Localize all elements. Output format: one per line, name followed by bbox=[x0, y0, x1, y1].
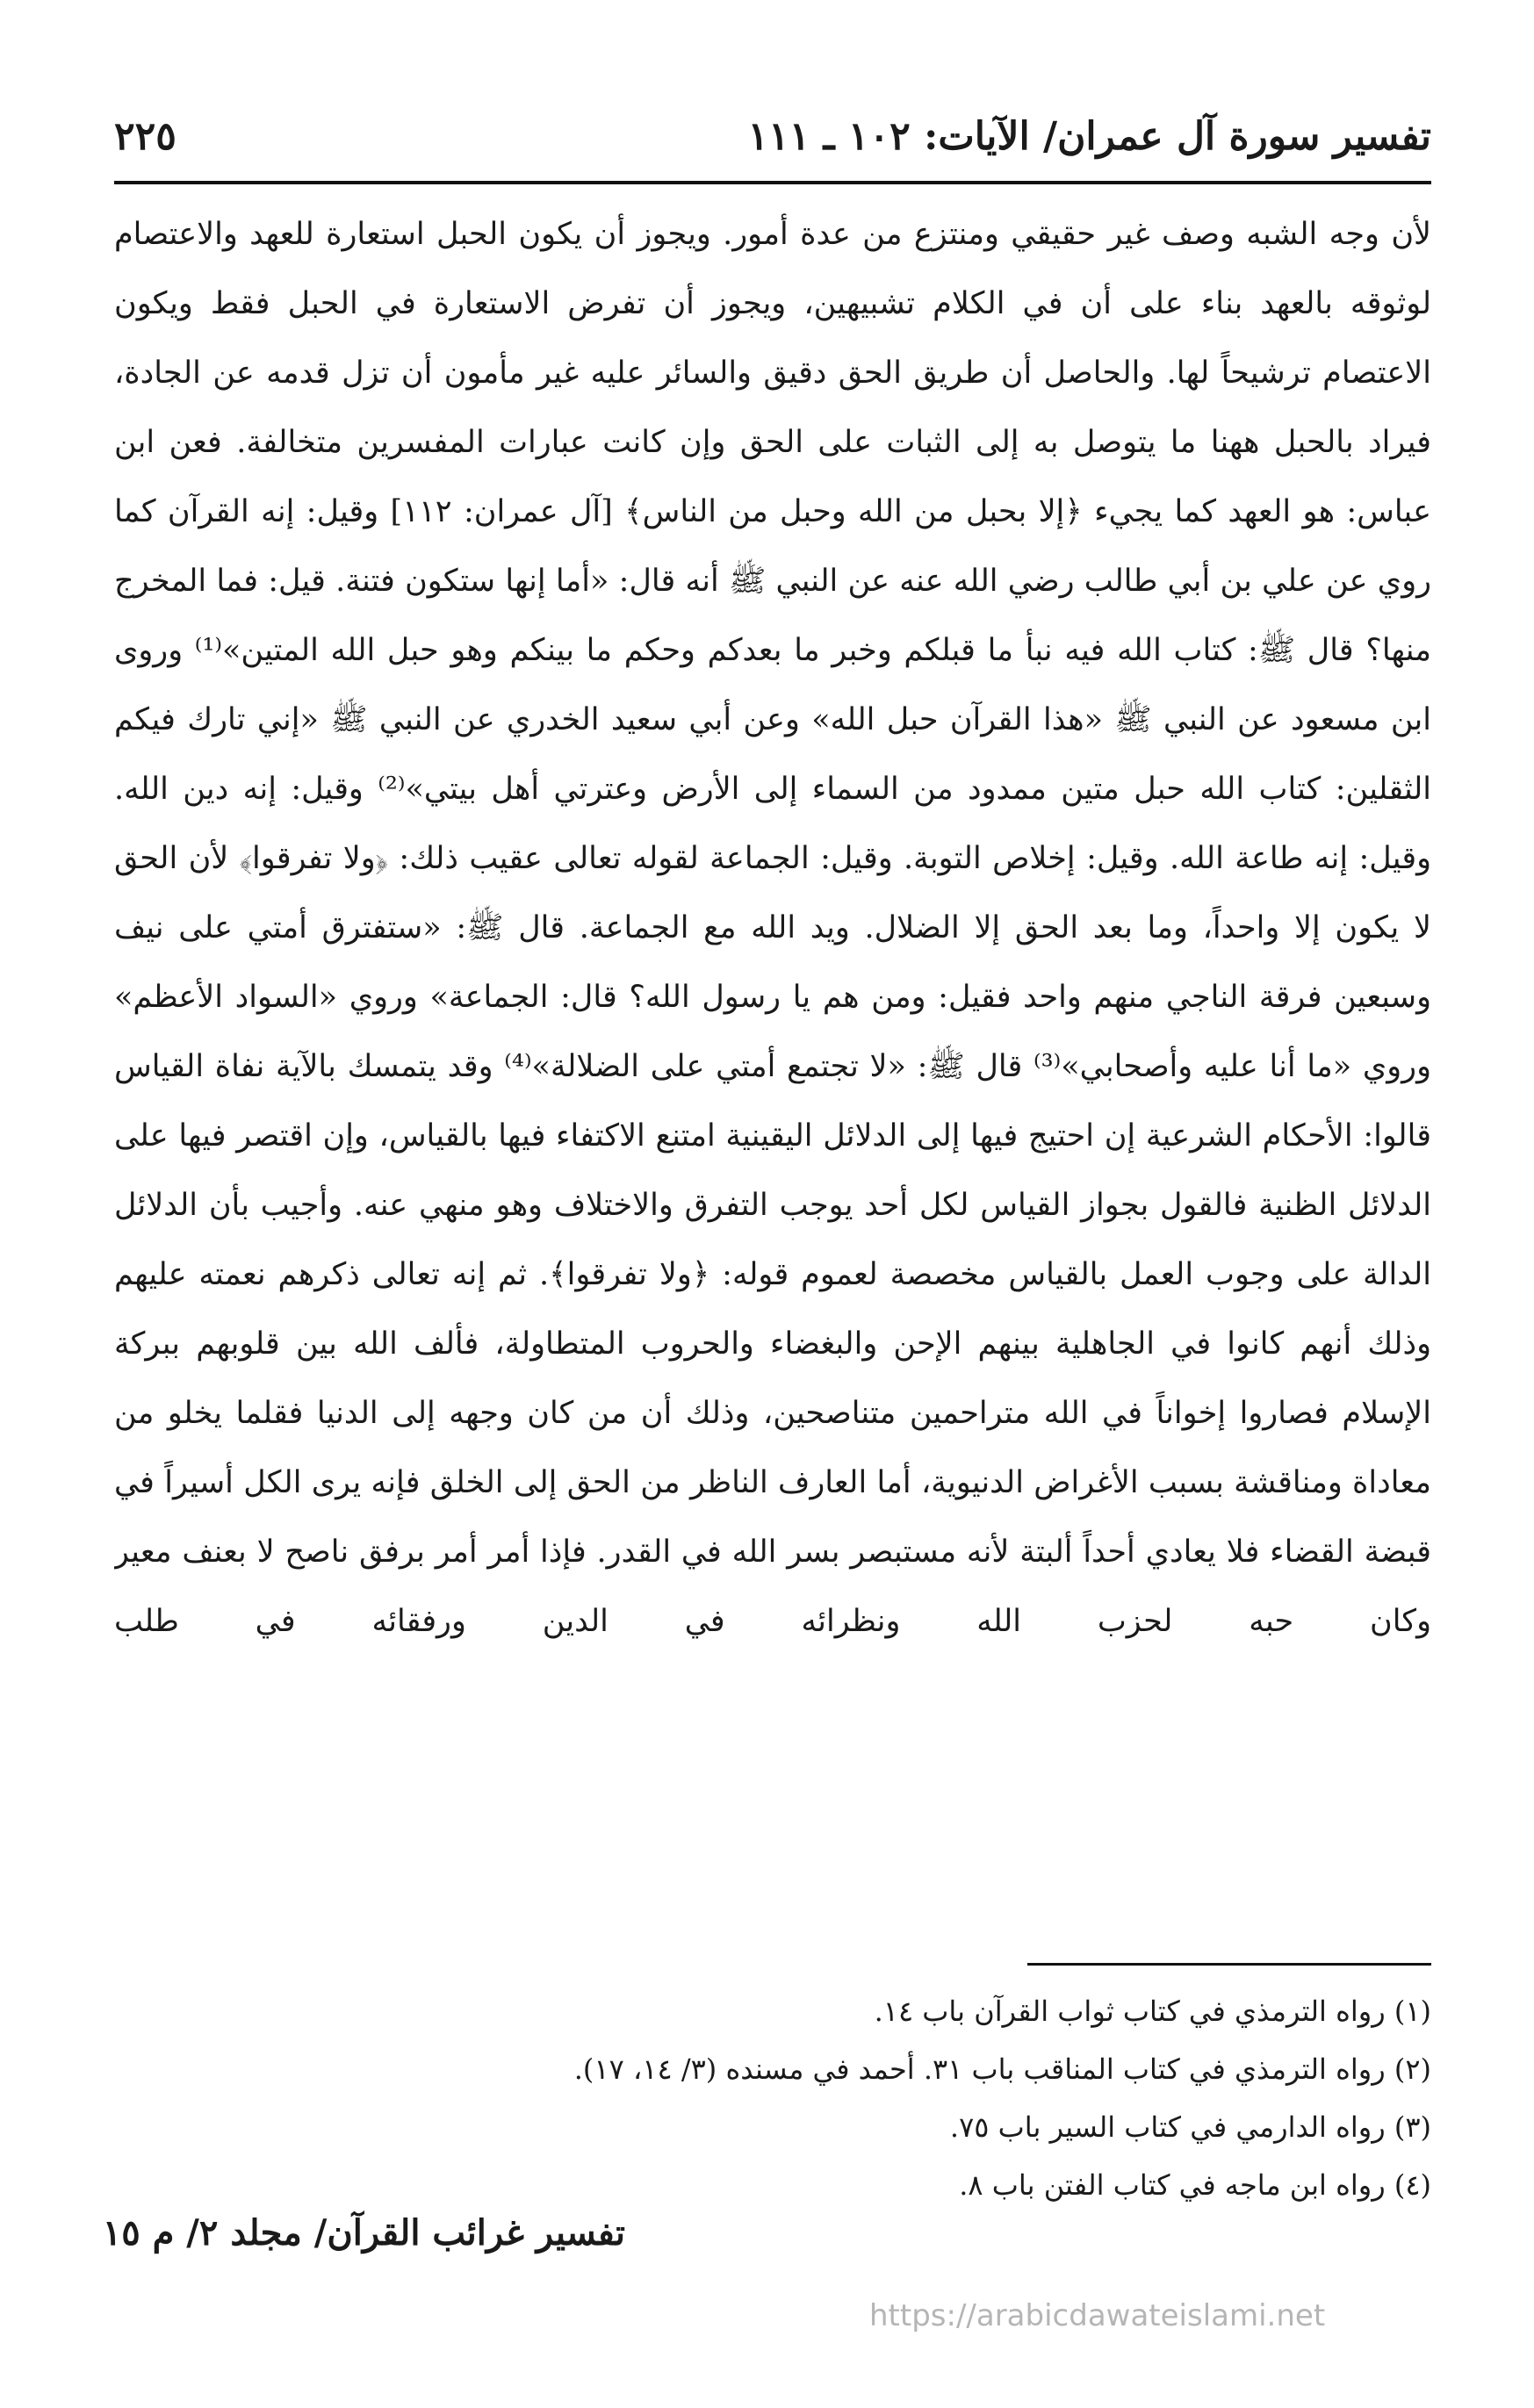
main-text bbox=[114, 200, 1431, 1938]
page-number: ٢٢٥ bbox=[114, 114, 176, 159]
body-paragraph: لأن وجه الشبه وصف غير حقيقي ومنتزع من عدة أمور. ويجوز أن يكون الحبل استعارة للعهد والاعتصام لوثوقه بالعهد بناء على أن في الكلام تشبيهين، ويجوز أن تفرض الاستعارة في الحبل فقط ويكون الاعتصام ترشيحاً لها. والحاصل أن طريق الحق دقيق والسائر عليه غير مأمون أن تزل قدمه عن الجادة، فيراد بالحبل ههنا ما يتوصل به إلى الثبات على الحق وإن كانت عبارات المفسرين متخالفة. فعن ابن عباس: هو العهد كما يجيء ﴿إلا بحبل من الله وحبل من الناس﴾ [آل عمران: ١١٢] وقيل: إنه القرآن كما روي عن علي بن أبي طالب رضي الله عنه عن النبي ﷺ أنه قال: «أما إنها ستكون فتنة. قيل: فما المخرج منها؟ قال ﷺ: كتاب الله فيه نبأ ما قبلكم وخبر ما بعدكم وحكم ما بينكم وهو حبل الله المتين»⁽¹⁾ وروى ابن مسعود عن النبي ﷺ «هذا القرآن حبل الله» وعن أبي سعيد الخدري عن النبي ﷺ «إني تارك فيكم الثقلين: كتاب الله حبل متين ممدود من السماء إلى الأرض وعترتي أهل بيتي»⁽²⁾ وقيل: إنه دين الله. وقيل: إنه طاعة الله. وقيل: إخلاص التوبة. وقيل: الجماعة لقوله تعالى عقيب ذلك: ﴿ولا تفرقوا﴾ لأن الحق لا يكون إلا واحداً، وما بعد الحق إلا الضلال. ويد الله مع الجماعة. قال ﷺ: «ستفترق أمتي على نيف وسبعين فرقة الناجي منهم واحد فقيل: ومن هم يا رسول الله؟ قال: الجماعة» وروي «السواد الأعظم» وروي «ما أنا عليه وأصحابي»⁽³⁾ قال ﷺ: «لا تجتمع أمتي على الضلالة»⁽⁴⁾ وقد يتمسك بالآية نفاة القياس قالوا: الأحكام الشرعية إن احتيج فيها إلى الدلائل اليقينية امتنع الاكتفاء فيها بالقياس، وإن اقتصر فيها على الدلائل الظنية فالقول بجواز القياس لكل أحد يوجب التفرق والاختلاف وهو منهي عنه. وأجيب بأن الدلائل الدالة على وجوب العمل بالقياس مخصصة لعموم قوله: ﴿ولا تفرقوا﴾. ثم إنه تعالى ذكرهم نعمته عليهم وذلك أنهم كانوا في الجاهلية بينهم الإحن والبغضاء والحروب المتطاولة، فألف الله بين قلوبهم ببركة الإسلام فصاروا إخواناً في الله متراحمين متناصحين، وذلك أن من كان وجهه إلى الدنيا فقلما يخلو من معاداة ومناقشة بسبب الأغراض الدنيوية، أما العارف الناظر من الحق إلى الخلق فإنه يرى الكل أسيراً في قبضة القضاء فلا يعادي أحداً ألبتة لأنه مستبصر بسر الله في القدر. فإذا أمر أمر برفق ناصح لا بعنف معير وكان حبه لحزب الله ونظرائه في الدين ورفقائه في طلب bbox=[114, 217, 1431, 1639]
footnote-3: (٣) رواه الدارمي في كتاب السير باب ٧٥. bbox=[949, 2110, 1431, 2144]
footnote-4: (٤) رواه ابن ماجه في كتاب الفتن باب ٨. bbox=[959, 2168, 1431, 2202]
header-divider bbox=[114, 181, 1431, 184]
footnote-1: (١) رواه الترمذي في كتاب ثواب القرآن باب ١٤. bbox=[874, 1995, 1431, 2028]
footnote-divider bbox=[1027, 1963, 1431, 1966]
footnotes bbox=[114, 1982, 1431, 2214]
page-header bbox=[114, 105, 1431, 184]
running-title: تفسير سورة آل عمران/ الآيات: ١٠٢ ـ ١١١ bbox=[747, 114, 1431, 159]
watermark: https://arabicdawateislami.net bbox=[869, 2298, 1326, 2333]
footer-title: تفسير غرائب القرآن/ مجلد ٢/ م ١٥ bbox=[102, 2212, 625, 2253]
footnote-2: (٢) رواه الترمذي في كتاب المناقب باب ٣١. أحمد في مسنده (٣/ ١٤، ١٧). bbox=[573, 2052, 1431, 2086]
